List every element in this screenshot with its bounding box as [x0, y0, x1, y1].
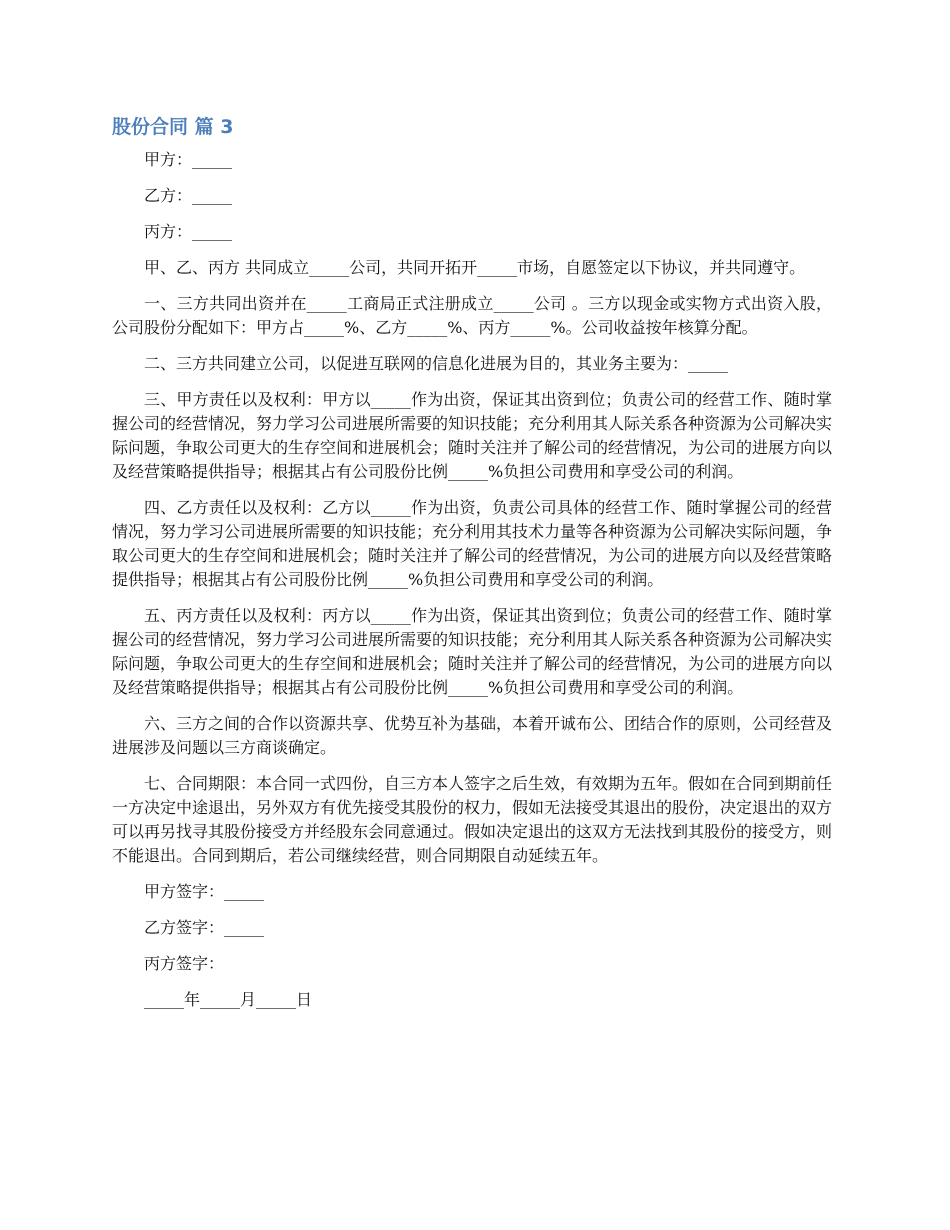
clause-2-paragraph: 二、三方共同建立公司，以促进互联网的信息化进展为目的，其业务主要为：_____ — [144, 354, 729, 373]
preamble-paragraph: 甲、乙、丙方 共同成立_____公司，共同开拓开_____市场，自愿签定以下协议，并共同遵守。 — [144, 258, 806, 277]
clause-1-paragraph: 一、三方共同出资并在_____工商局正式注册成立_____公司 。三方以现金或实物方式出资入股，公司股份分配如下：甲方占_____%、乙方_____%、丙方_____%。公司收益按年核算分配。 — [112, 294, 832, 337]
party-b-signature-line: 乙方签字：_____ — [144, 918, 265, 937]
clause-7-paragraph: 七、合同期限：本合同一式四份，自三方本人签字之后生效，有效期为五年。假如在合同到期前任一方决定中途退出，另外双方有优先接受其股份的权力，假如无法接受其退出的股份，决定退出的双方可以再另找寻其股份接受方并经股东会同意通过。假如决定退出的这双方无法找到其股份的接受方，则不能退出。合同到期后，若公司继续经营，则合同期限自动延续五年。 — [112, 774, 833, 865]
clause-3-paragraph: 三、甲方责任以及权利：甲方以_____作为出资，保证其出资到位；负责公司的经营工作、随时掌握公司的经营情况，努力学习公司进展所需要的知识技能；充分利用其人际关系各种资源为公司解决实际问题，争取公司更大的生存空间和进展机会；随时关注并了解公司的经营情况，为公司的进展方向以及经营策略提供指导；根据其占有公司股份比例_____%负担公司费用和享受公司的利润。 — [112, 390, 833, 481]
date-line: _____年_____月_____日 — [144, 990, 313, 1009]
document-title: 股份合同 篇 3 — [112, 116, 234, 138]
party-b-line: 乙方：_____ — [144, 186, 233, 205]
document-body — [112, 148, 832, 1024]
party-c-line: 丙方：_____ — [144, 222, 233, 241]
party-a-signature-line: 甲方签字：_____ — [144, 882, 265, 901]
party-c-signature-line: 丙方签字： — [144, 954, 225, 973]
clause-5-paragraph: 五、丙方责任以及权利：丙方以_____作为出资，保证其出资到位；负责公司的经营工作、随时掌握公司的经营情况，努力学习公司进展所需要的知识技能；充分利用其人际关系各种资源为公司解决实际问题，争取公司更大的生存空间和进展机会；随时关注并了解公司的经营情况，为公司的进展方向以及经营策略提供指导；根据其占有公司股份比例_____%负担公司费用和享受公司的利润。 — [112, 606, 833, 697]
party-a-line: 甲方：_____ — [144, 150, 233, 169]
clause-4-paragraph: 四、乙方责任以及权利：乙方以_____作为出资，负责公司具体的经营工作、随时掌握公司的经营情况，努力学习公司进展所需要的知识技能；充分利用其技术力量等各种资源为公司解决实际问题，争取公司更大的生存空间和进展机会；随时关注并了解公司的经营情况，为公司的进展方向以及经营策略提供指导；根据其占有公司股份比例_____%负担公司费用和享受公司的利润。 — [112, 498, 833, 589]
clause-6-paragraph: 六、三方之间的合作以资源共享、优势互补为基础，本着开诚布公、团结合作的原则，公司经营及进展涉及问题以三方商谈确定。 — [112, 714, 833, 757]
